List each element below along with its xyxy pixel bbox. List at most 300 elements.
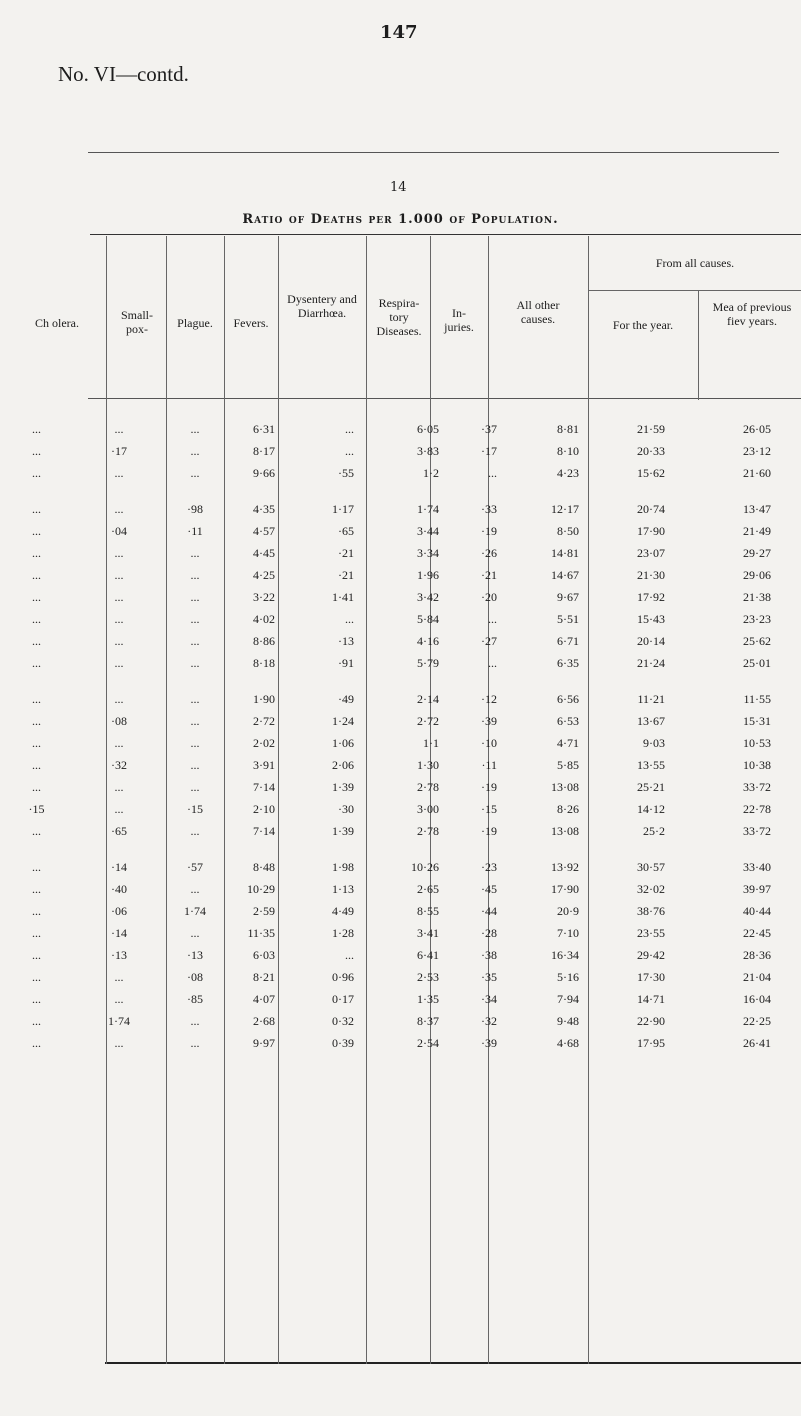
table-cell: ...: [32, 1013, 41, 1028]
table-cell: ...: [32, 633, 41, 648]
table-cell: ...: [190, 465, 200, 480]
table-cell: 10·53: [743, 735, 771, 750]
table-cell: ...: [32, 567, 41, 582]
table-cell: 20·14: [637, 633, 665, 648]
table-cell: ·21: [338, 545, 354, 560]
table-title: Ratio of Deaths per 1.000 of Population.: [242, 212, 559, 227]
table-cell: 7·10: [557, 925, 579, 940]
table-row: [0, 944, 771, 966]
table-cell: 26·41: [743, 1035, 771, 1050]
table-cell: 40·44: [743, 903, 771, 918]
table-cell: ...: [114, 545, 124, 560]
table-cell: 1·2: [423, 465, 439, 480]
table-cell: 38·76: [637, 903, 665, 918]
from-all-causes-rule: [588, 290, 801, 291]
table-cell: ...: [114, 567, 124, 582]
table-cell: ...: [32, 611, 41, 626]
table-cell: 5·79: [417, 655, 439, 670]
header-injuries: In-juries.: [444, 306, 474, 334]
table-row: [0, 542, 771, 564]
table-cell: ...: [114, 421, 124, 436]
table-cell: 22·90: [637, 1013, 665, 1028]
table-cell: ...: [488, 465, 497, 480]
table-cell: 3·83: [417, 443, 439, 458]
table-cell: 11·21: [637, 691, 665, 706]
table-cell: 14·67: [551, 567, 579, 582]
table-cell: ...: [488, 611, 497, 626]
table-cell: 11·55: [743, 691, 771, 706]
table-cell: ...: [190, 1013, 200, 1028]
table-cell: ...: [190, 1035, 200, 1050]
group-gap: [0, 484, 771, 498]
table-cell: 29·27: [743, 545, 771, 560]
table-bottom-rule: [105, 1362, 801, 1364]
table-cell: ...: [114, 589, 124, 604]
table-cell: 3·44: [417, 523, 439, 538]
table-cell: ...: [32, 925, 41, 940]
table-cell: ·15: [187, 801, 203, 816]
table-cell: ...: [32, 779, 41, 794]
table-cell: 8·37: [417, 1013, 439, 1028]
table-cell: ...: [190, 779, 200, 794]
table-cell: 4·68: [557, 1035, 579, 1050]
table-cell: 4·49: [332, 903, 354, 918]
table-cell: ·55: [338, 465, 354, 480]
table-row: [0, 966, 771, 988]
table-cell: 25·21: [637, 779, 665, 794]
table-cell: 8·55: [417, 903, 439, 918]
table-cell: 1·17: [332, 501, 354, 516]
table-row: [0, 878, 771, 900]
top-rule: [88, 152, 779, 153]
table-cell: ·40: [111, 881, 127, 896]
table-cell: 25·2: [643, 823, 665, 838]
table-cell: ·27: [481, 633, 497, 648]
table-row: [0, 820, 771, 842]
table-cell: 20·33: [637, 443, 665, 458]
deaths-ratio-table: [0, 418, 771, 1054]
table-cell: 1·74: [184, 903, 206, 918]
group-gap: [0, 674, 771, 688]
header-other-causes: All other causes.: [516, 298, 560, 326]
table-cell: ·06: [111, 903, 127, 918]
table-cell: ...: [32, 1035, 41, 1050]
table-cell: ·65: [338, 523, 354, 538]
table-cell: ·57: [187, 859, 203, 874]
table-cell: 1·30: [417, 757, 439, 772]
table-cell: 8·17: [253, 443, 275, 458]
table-row: [0, 652, 771, 674]
group-gap: [0, 842, 771, 856]
table-cell: 11·35: [247, 925, 275, 940]
table-cell: 6·41: [417, 947, 439, 962]
table-row: [0, 776, 771, 798]
table-cell: ·12: [481, 691, 497, 706]
table-cell: 8·10: [557, 443, 579, 458]
table-cell: ...: [32, 691, 41, 706]
table-cell: 17·90: [637, 523, 665, 538]
table-cell: 4·45: [253, 545, 275, 560]
table-cell: 33·72: [743, 823, 771, 838]
table-row: [0, 732, 771, 754]
table-cell: 16·04: [743, 991, 771, 1006]
header-dysentery: Dysentery and Diarrhœa.: [287, 292, 357, 320]
table-cell: ...: [32, 859, 41, 874]
table-cell: ·13: [338, 633, 354, 648]
table-cell: 13·08: [551, 779, 579, 794]
table-row: [0, 498, 771, 520]
table-cell: 14·81: [551, 545, 579, 560]
table-cell: 29·42: [637, 947, 665, 962]
table-cell: ...: [190, 421, 200, 436]
table-row: [0, 564, 771, 586]
table-cell: 10·26: [411, 859, 439, 874]
table-cell: 1·39: [332, 779, 354, 794]
sub-number: 14: [390, 180, 407, 195]
table-cell: 17·90: [551, 881, 579, 896]
table-cell: 33·40: [743, 859, 771, 874]
table-cell: 3·41: [417, 925, 439, 940]
table-row: [0, 988, 771, 1010]
table-cell: 20·74: [637, 501, 665, 516]
table-row: [0, 608, 771, 630]
table-cell: ...: [32, 991, 41, 1006]
table-cell: ·45: [481, 881, 497, 896]
table-cell: ...: [114, 1035, 124, 1050]
table-cell: 0·32: [332, 1013, 354, 1028]
table-cell: 6·35: [557, 655, 579, 670]
table-cell: 3·22: [253, 589, 275, 604]
table-cell: 5·84: [417, 611, 439, 626]
table-cell: 6·05: [417, 421, 439, 436]
table-cell: ...: [32, 881, 41, 896]
table-cell: ·08: [187, 969, 203, 984]
table-cell: 12·17: [551, 501, 579, 516]
table-cell: 23·23: [743, 611, 771, 626]
table-cell: 6·53: [557, 713, 579, 728]
table-row: [0, 922, 771, 944]
table-cell: ...: [345, 443, 354, 458]
table-cell: ·32: [111, 757, 127, 772]
table-cell: ...: [190, 691, 200, 706]
table-cell: ·32: [481, 1013, 497, 1028]
table-cell: 6·03: [253, 947, 275, 962]
table-row: [0, 440, 771, 462]
table-cell: 21·60: [743, 465, 771, 480]
table-cell: ...: [190, 567, 200, 582]
table-cell: ...: [488, 655, 497, 670]
table-cell: 13·92: [551, 859, 579, 874]
table-cell: 9·97: [253, 1035, 275, 1050]
table-cell: ·21: [481, 567, 497, 582]
table-cell: ...: [32, 757, 41, 772]
table-cell: ...: [32, 545, 41, 560]
table-cell: 8·48: [253, 859, 275, 874]
table-cell: 6·71: [557, 633, 579, 648]
table-row: [0, 1032, 771, 1054]
table-cell: 23·07: [637, 545, 665, 560]
table-cell: ·15: [481, 801, 497, 816]
table-cell: 9·48: [557, 1013, 579, 1028]
table-cell: ...: [32, 969, 41, 984]
table-cell: 3·42: [417, 589, 439, 604]
table-cell: ·17: [481, 443, 497, 458]
table-cell: ·91: [338, 655, 354, 670]
series-heading: No. VI—contd.: [58, 62, 189, 86]
table-row: [0, 418, 771, 440]
table-row: [0, 754, 771, 776]
table-cell: 25·01: [743, 655, 771, 670]
table-cell: ·49: [338, 691, 354, 706]
table-cell: ...: [345, 421, 354, 436]
table-cell: 33·72: [743, 779, 771, 794]
table-cell: 8·50: [557, 523, 579, 538]
table-cell: ...: [32, 947, 41, 962]
table-cell: 9·67: [557, 589, 579, 604]
table-cell: ·10: [481, 735, 497, 750]
table-cell: ...: [114, 691, 124, 706]
table-cell: ...: [190, 713, 200, 728]
table-cell: 1·13: [332, 881, 354, 896]
table-cell: 5·16: [557, 969, 579, 984]
header-mean-previous-years: Mea of previous fiev years.: [712, 300, 792, 328]
table-row: [0, 856, 771, 878]
table-cell: ·39: [481, 1035, 497, 1050]
table-cell: 4·16: [417, 633, 439, 648]
table-cell: 21·49: [743, 523, 771, 538]
table-cell: ·37: [481, 421, 497, 436]
table-cell: ...: [32, 735, 41, 750]
table-cell: ...: [114, 655, 124, 670]
table-row: [0, 1010, 771, 1032]
table-cell: 4·25: [253, 567, 275, 582]
table-cell: ...: [32, 823, 41, 838]
table-cell: ...: [114, 465, 124, 480]
table-cell: 21·24: [637, 655, 665, 670]
table-row: [0, 630, 771, 652]
header-fevers: Fevers.: [233, 316, 269, 330]
table-cell: 6·31: [253, 421, 275, 436]
table-cell: 1·74: [108, 1013, 130, 1028]
table-cell: 2·53: [417, 969, 439, 984]
table-cell: 1·39: [332, 823, 354, 838]
table-cell: 6·56: [557, 691, 579, 706]
table-cell: ...: [345, 611, 354, 626]
table-cell: 4·02: [253, 611, 275, 626]
page-number: 147: [380, 22, 418, 43]
table-cell: ...: [32, 465, 41, 480]
table-cell: 14·12: [637, 801, 665, 816]
header-respiratory: Respira-tory Diseases.: [376, 296, 422, 338]
table-cell: ...: [32, 443, 41, 458]
table-cell: 16·34: [551, 947, 579, 962]
table-cell: 25·62: [743, 633, 771, 648]
table-cell: 21·30: [637, 567, 665, 582]
table-cell: 8·81: [557, 421, 579, 436]
table-cell: ...: [114, 991, 124, 1006]
table-cell: 17·30: [637, 969, 665, 984]
table-cell: 1·41: [332, 589, 354, 604]
table-row: [0, 520, 771, 542]
table-cell: 1·96: [417, 567, 439, 582]
table-cell: ·34: [481, 991, 497, 1006]
table-cell: ...: [114, 969, 124, 984]
header-smallpox: Small-pox-: [121, 308, 153, 336]
table-cell: ...: [114, 611, 124, 626]
table-cell: ...: [32, 655, 41, 670]
table-cell: 28·36: [743, 947, 771, 962]
table-cell: ·19: [481, 523, 497, 538]
header-from-all-causes: From all causes.: [655, 256, 735, 270]
table-cell: 0·39: [332, 1035, 354, 1050]
table-cell: 2·10: [253, 801, 275, 816]
table-cell: 1·28: [332, 925, 354, 940]
table-cell: 15·43: [637, 611, 665, 626]
table-cell: 17·92: [637, 589, 665, 604]
table-cell: ·19: [481, 823, 497, 838]
table-cell: ·33: [481, 501, 497, 516]
table-cell: ·11: [187, 523, 203, 538]
table-cell: ...: [32, 523, 41, 538]
table-cell: 23·12: [743, 443, 771, 458]
table-cell: ·13: [187, 947, 203, 962]
table-cell: ·14: [111, 925, 127, 940]
table-cell: ·30: [338, 801, 354, 816]
table-cell: 2·02: [253, 735, 275, 750]
table-cell: 29·06: [743, 567, 771, 582]
table-cell: ...: [190, 881, 200, 896]
table-cell: ...: [114, 633, 124, 648]
table-cell: ·08: [111, 713, 127, 728]
table-cell: 2·72: [253, 713, 275, 728]
table-cell: 30·57: [637, 859, 665, 874]
table-cell: 23·55: [637, 925, 665, 940]
table-cell: ...: [114, 501, 124, 516]
table-cell: ...: [32, 903, 41, 918]
table-cell: 7·94: [557, 991, 579, 1006]
table-cell: 3·34: [417, 545, 439, 560]
table-cell: 4·71: [557, 735, 579, 750]
header-plague: Plague.: [177, 316, 213, 330]
table-cell: ·39: [481, 713, 497, 728]
table-cell: ·28: [481, 925, 497, 940]
table-cell: 2·54: [417, 1035, 439, 1050]
table-row: [0, 462, 771, 484]
table-cell: 14·71: [637, 991, 665, 1006]
table-cell: 9·03: [643, 735, 665, 750]
table-cell: 1·74: [417, 501, 439, 516]
table-cell: ·65: [111, 823, 127, 838]
table-cell: 1·35: [417, 991, 439, 1006]
table-cell: 26·05: [743, 421, 771, 436]
table-cell: 2·72: [417, 713, 439, 728]
table-cell: ...: [190, 925, 200, 940]
table-cell: ·11: [481, 757, 497, 772]
table-cell: 21·59: [637, 421, 665, 436]
table-cell: ·20: [481, 589, 497, 604]
table-cell: 21·38: [743, 589, 771, 604]
table-cell: 2·78: [417, 779, 439, 794]
table-cell: ...: [32, 421, 41, 436]
table-cell: ...: [190, 443, 200, 458]
header-cholera: Ch olera.: [35, 316, 79, 330]
column-divider: [698, 290, 699, 400]
table-cell: ...: [114, 779, 124, 794]
table-cell: 7·14: [253, 823, 275, 838]
table-cell: 20·9: [557, 903, 579, 918]
table-cell: 3·91: [253, 757, 275, 772]
table-cell: 17·95: [637, 1035, 665, 1050]
table-cell: 2·14: [417, 691, 439, 706]
table-cell: ...: [32, 501, 41, 516]
table-cell: 4·07: [253, 991, 275, 1006]
table-cell: 1·24: [332, 713, 354, 728]
table-cell: ·23: [481, 859, 497, 874]
header-top-rule: [90, 234, 801, 235]
table-cell: ·85: [187, 991, 203, 1006]
table-cell: 4·57: [253, 523, 275, 538]
table-cell: ·14: [111, 859, 127, 874]
table-cell: ...: [190, 655, 200, 670]
table-cell: ·19: [481, 779, 497, 794]
table-cell: ...: [190, 757, 200, 772]
table-cell: ...: [190, 823, 200, 838]
table-cell: 4·35: [253, 501, 275, 516]
table-cell: 2·68: [253, 1013, 275, 1028]
table-cell: ...: [190, 545, 200, 560]
table-cell: ·44: [481, 903, 497, 918]
table-cell: ...: [190, 611, 200, 626]
table-cell: 0·96: [332, 969, 354, 984]
table-cell: 3·00: [417, 801, 439, 816]
table-cell: ·98: [187, 501, 203, 516]
table-cell: ...: [190, 735, 200, 750]
table-cell: 32·02: [637, 881, 665, 896]
table-cell: ·38: [481, 947, 497, 962]
table-cell: 13·08: [551, 823, 579, 838]
table-cell: 15·31: [743, 713, 771, 728]
table-cell: 8·26: [557, 801, 579, 816]
table-cell: 5·51: [557, 611, 579, 626]
table-cell: 39·97: [743, 881, 771, 896]
table-cell: ...: [190, 633, 200, 648]
table-cell: 2·06: [332, 757, 354, 772]
table-cell: ·26: [481, 545, 497, 560]
table-cell: 2·65: [417, 881, 439, 896]
table-cell: ·21: [338, 567, 354, 582]
table-cell: 1·90: [253, 691, 275, 706]
table-cell: ...: [32, 589, 41, 604]
table-cell: 8·86: [253, 633, 275, 648]
table-cell: ...: [190, 589, 200, 604]
table-cell: ...: [114, 801, 124, 816]
table-cell: ·15: [28, 801, 45, 816]
table-cell: 15·62: [637, 465, 665, 480]
table-cell: 21·04: [743, 969, 771, 984]
table-cell: ·04: [111, 523, 127, 538]
table-cell: 4·23: [557, 465, 579, 480]
table-cell: ·35: [481, 969, 497, 984]
table-cell: 22·45: [743, 925, 771, 940]
table-cell: 13·47: [743, 501, 771, 516]
table-row: [0, 688, 771, 710]
table-cell: 22·25: [743, 1013, 771, 1028]
table-cell: 8·21: [253, 969, 275, 984]
table-cell: 1·1: [423, 735, 439, 750]
table-cell: 1·06: [332, 735, 354, 750]
table-row: [0, 798, 771, 820]
table-cell: ·13: [111, 947, 127, 962]
